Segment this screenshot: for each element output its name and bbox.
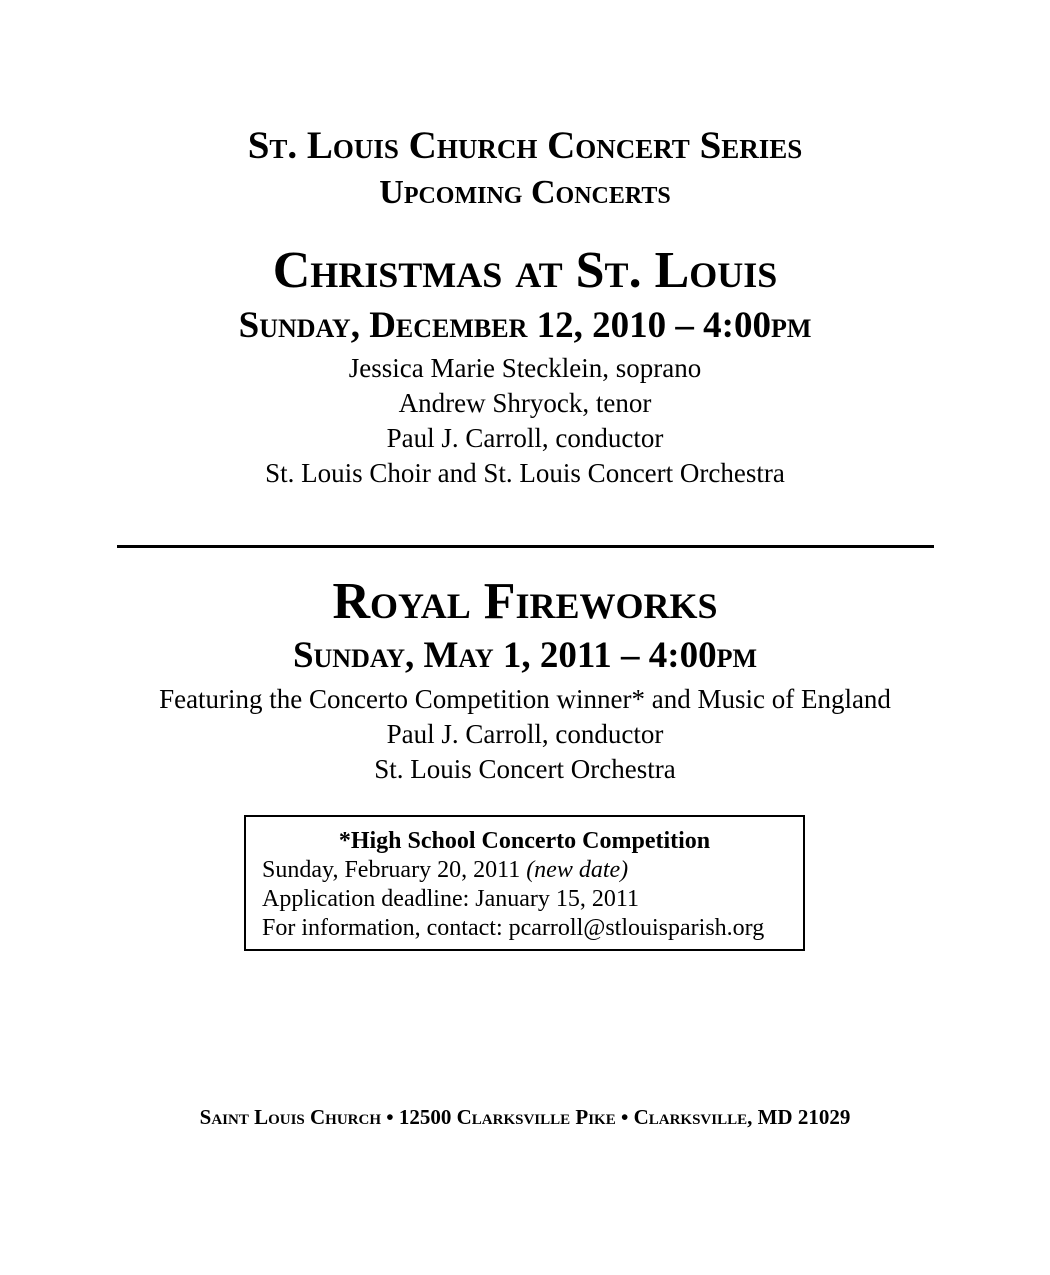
- concert-1-title: Christmas at St. Louis: [272, 242, 778, 299]
- competition-deadline: Application deadline: January 15, 2011: [262, 886, 640, 912]
- competition-date-note: (new date): [526, 857, 629, 883]
- concert-1-performer: Andrew Shryock, tenor: [398, 388, 652, 418]
- competition-date-text: Sunday, February 20, 2011: [262, 857, 521, 883]
- concert-2-performer: St. Louis Concert Orchestra: [374, 754, 676, 784]
- series-subtitle: Upcoming Concerts: [379, 174, 671, 211]
- section-divider: [117, 545, 934, 548]
- series-title: St. Louis Church Concert Series: [247, 124, 803, 167]
- concert-2-performer: Paul J. Carroll, conductor: [386, 719, 664, 749]
- concert-1-performer: Paul J. Carroll, conductor: [386, 423, 664, 453]
- concert-2-performer: Featuring the Concerto Competition winner* and Music of England: [159, 684, 891, 714]
- competition-info-box: [244, 815, 805, 951]
- footer-address: [0, 1102, 1050, 1132]
- concert-2-date: Sunday, May 1, 2011 – 4:00pm: [292, 635, 758, 676]
- competition-title: *High School Concerto Competition: [338, 828, 711, 854]
- footer-address-text: Saint Louis Church • 12500 Clarksville Pike • Clarksville, MD 21029: [199, 1105, 851, 1129]
- concert-2-title: Royal Fireworks: [332, 573, 718, 630]
- concert-1-date: Sunday, December 12, 2010 – 4:00pm: [238, 305, 812, 346]
- competition-contact: For information, contact: pcarroll@stlouisparish.org: [262, 915, 765, 941]
- concert-1-performer: St. Louis Choir and St. Louis Concert Orchestra: [265, 458, 785, 488]
- concert-1-performer: Jessica Marie Stecklein, soprano: [348, 353, 702, 383]
- competition-date: [262, 855, 628, 885]
